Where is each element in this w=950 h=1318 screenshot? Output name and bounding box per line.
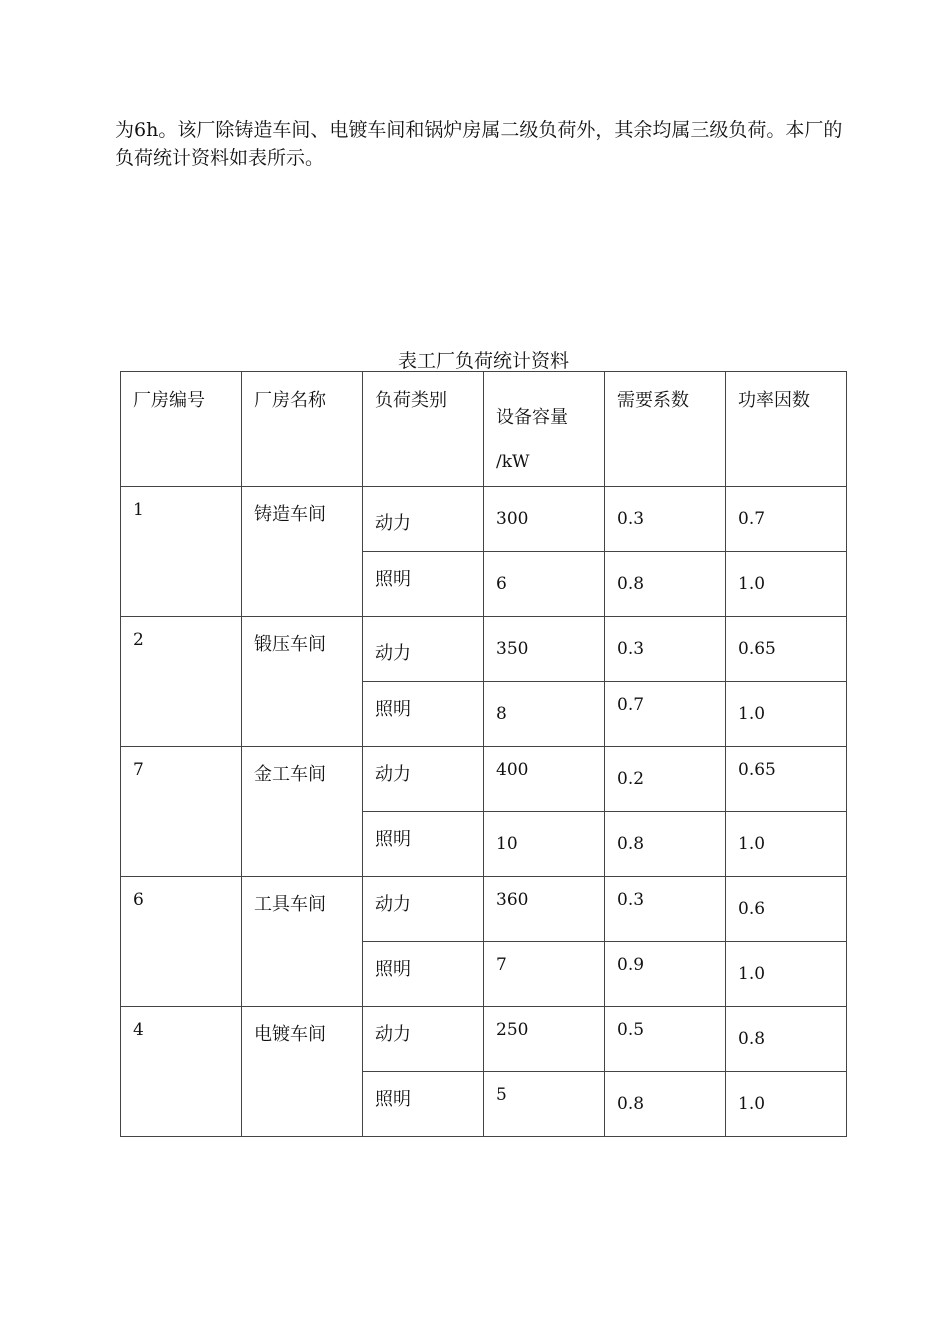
load-category-cell: 照明	[363, 1072, 484, 1137]
building-id-cell: 2	[121, 617, 242, 747]
power-factor-cell: 0.7	[726, 487, 847, 552]
load-category-cell: 动力	[363, 877, 484, 942]
load-category-cell: 照明	[363, 552, 484, 617]
capacity-cell: 300	[484, 487, 605, 552]
power-factor-cell: 1.0	[726, 552, 847, 617]
header-demand-factor: 需要系数	[605, 372, 726, 487]
capacity-cell: 250	[484, 1007, 605, 1072]
load-statistics-table	[120, 371, 847, 1137]
demand-factor-cell: 0.8	[605, 1072, 726, 1137]
demand-factor-cell: 0.2	[605, 747, 726, 812]
building-name-cell: 铸造车间	[242, 487, 363, 617]
load-category-cell: 照明	[363, 682, 484, 747]
table-header-row	[121, 372, 847, 487]
capacity-cell: 5	[484, 1072, 605, 1137]
table-row	[121, 487, 847, 552]
power-factor-cell: 0.65	[726, 747, 847, 812]
building-name-cell: 锻压车间	[242, 617, 363, 747]
demand-factor-cell: 0.3	[605, 617, 726, 682]
power-factor-cell: 1.0	[726, 942, 847, 1007]
demand-factor-cell: 0.3	[605, 487, 726, 552]
load-category-cell: 动力	[363, 487, 484, 552]
capacity-cell: 10	[484, 812, 605, 877]
capacity-cell: 360	[484, 877, 605, 942]
table-row	[121, 877, 847, 942]
power-factor-cell: 1.0	[726, 812, 847, 877]
header-capacity	[484, 372, 605, 487]
load-category-cell: 动力	[363, 1007, 484, 1072]
building-name-cell: 电镀车间	[242, 1007, 363, 1137]
building-name-cell: 金工车间	[242, 747, 363, 877]
table-row	[121, 747, 847, 812]
capacity-cell: 8	[484, 682, 605, 747]
load-category-cell: 照明	[363, 942, 484, 1007]
power-factor-cell: 1.0	[726, 1072, 847, 1137]
capacity-cell: 6	[484, 552, 605, 617]
power-factor-cell: 0.6	[726, 877, 847, 942]
table-row	[121, 1007, 847, 1072]
building-id-cell: 1	[121, 487, 242, 617]
header-power-factor: 功率因数	[726, 372, 847, 487]
demand-factor-cell: 0.5	[605, 1007, 726, 1072]
building-name-cell: 工具车间	[242, 877, 363, 1007]
power-factor-cell: 1.0	[726, 682, 847, 747]
demand-factor-cell: 0.9	[605, 942, 726, 1007]
building-id-cell: 4	[121, 1007, 242, 1137]
demand-factor-cell: 0.8	[605, 812, 726, 877]
intro-paragraph: 为6h。该厂除铸造车间、电镀车间和锅炉房属二级负荷外，其余均属三级负荷。本厂的负荷统计资料如表所示。	[115, 119, 843, 169]
capacity-cell: 350	[484, 617, 605, 682]
header-building-name: 厂房名称	[242, 372, 363, 487]
capacity-cell: 7	[484, 942, 605, 1007]
load-category-cell: 动力	[363, 617, 484, 682]
demand-factor-cell: 0.3	[605, 877, 726, 942]
load-category-cell: 照明	[363, 812, 484, 877]
demand-factor-cell: 0.7	[605, 682, 726, 747]
building-id-cell: 6	[121, 877, 242, 1007]
header-load-category: 负荷类别	[363, 372, 484, 487]
load-category-cell: 动力	[363, 747, 484, 812]
power-factor-cell: 0.8	[726, 1007, 847, 1072]
table-row	[121, 617, 847, 682]
header-building-id: 厂房编号	[121, 372, 242, 487]
demand-factor-cell: 0.8	[605, 552, 726, 617]
header-capacity-label: 设备容量	[496, 407, 568, 428]
table-caption: 表工厂负荷统计资料	[397, 350, 569, 372]
power-factor-cell: 0.65	[726, 617, 847, 682]
capacity-cell: 400	[484, 747, 605, 812]
building-id-cell: 7	[121, 747, 242, 877]
header-capacity-unit: /kW	[496, 452, 530, 472]
